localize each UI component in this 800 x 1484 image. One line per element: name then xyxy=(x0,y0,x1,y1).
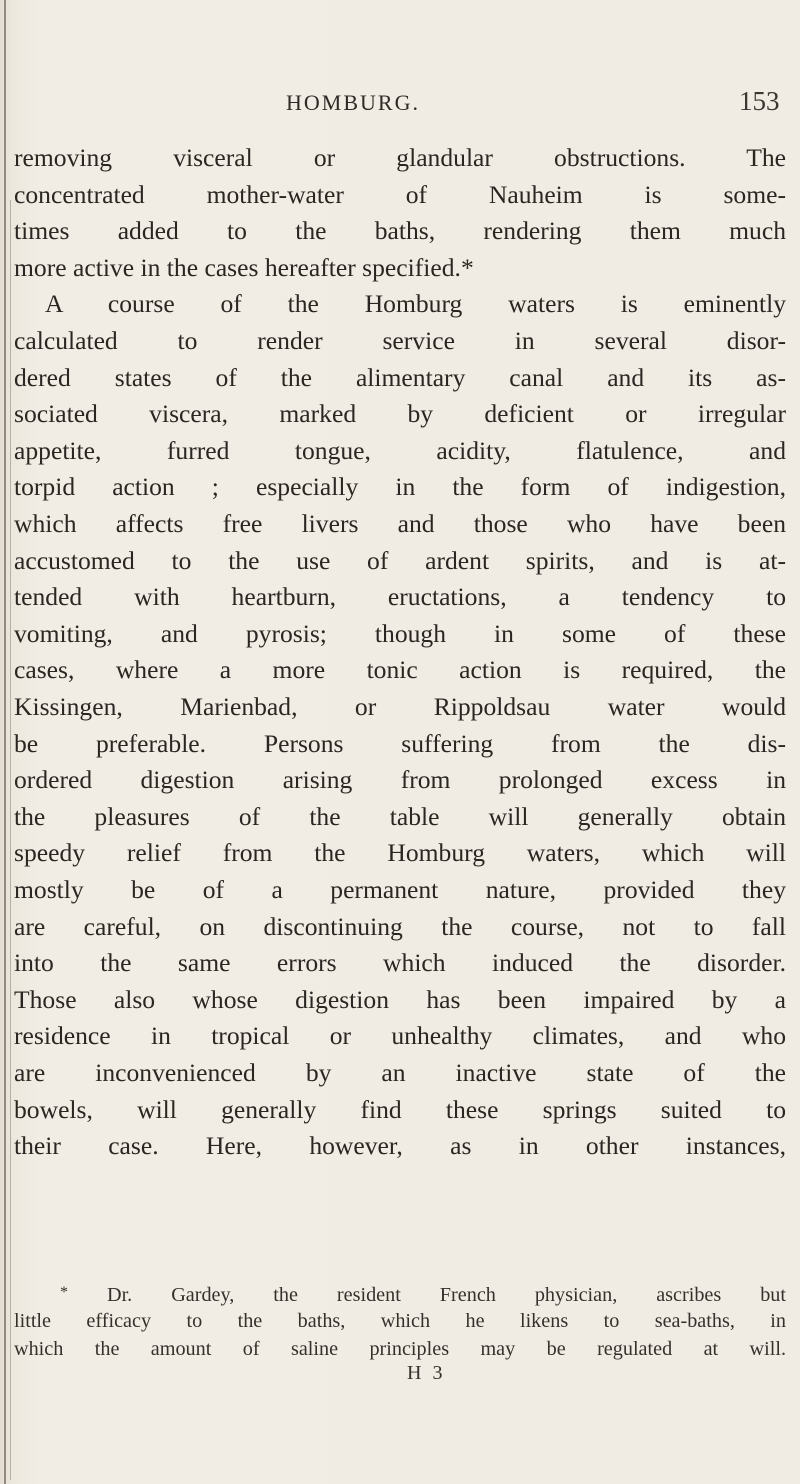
text-line: times added to the baths, rendering them much xyxy=(14,216,786,246)
page-number: 153 xyxy=(739,86,780,116)
text-line: their case. Here, however, as in other instances, xyxy=(14,1131,786,1161)
text-line: torpid action ; especially in the form of indigestion, xyxy=(14,472,786,502)
footnote-line: which the amount of saline principles may be regulated at will. xyxy=(14,1338,786,1360)
text-line: accustomed to the use of ardent spirits, and is at- xyxy=(14,545,786,575)
text-line: cases, where a more tonic action is required, the xyxy=(14,655,786,685)
footnote-marker: * xyxy=(60,1284,68,1301)
signature-mark: H 3 xyxy=(407,1362,446,1384)
text-line: tended with heartburn, eructations, a tendency to xyxy=(14,582,786,612)
text-line: concentrated mother-water of Nauheim is some- xyxy=(14,179,786,209)
text-line: dered states of the alimentary canal and its as- xyxy=(14,362,786,392)
page-header xyxy=(0,86,800,126)
text-line: be preferable. Persons suffering from the dis- xyxy=(14,728,786,758)
text-line: more active in the cases hereafter specified.* xyxy=(14,252,474,282)
text-line: residence in tropical or unhealthy climates, and who xyxy=(14,1021,786,1051)
text-line: mostly be of a permanent nature, provided they xyxy=(14,875,786,904)
text-line: calculated to render service in several disor- xyxy=(14,326,786,355)
footnote-text: Dr. Gardey, the resident French physician, ascribes but xyxy=(106,1284,787,1306)
text-line: bowels, will generally find these springs suited to xyxy=(14,1094,786,1124)
text-line: speedy relief from the Homburg waters, which will xyxy=(14,838,786,868)
text-line: are inconvenienced by an inactive state of the xyxy=(14,1058,786,1087)
text-line: sociated viscera, marked by deficient or irregular xyxy=(14,399,786,429)
text-line: appetite, furred tongue, acidity, flatulence, and xyxy=(14,435,786,465)
binding-shadow xyxy=(10,200,11,1480)
text-line: removing visceral or glandular obstructions. The xyxy=(14,143,786,172)
text-line: which affects free livers and those who have been xyxy=(14,509,786,538)
binding-edge xyxy=(4,0,6,1484)
text-line: A course of the Homburg waters is eminently xyxy=(45,289,786,319)
footnote-line: little efficacy to the baths, which he likens to sea-baths, in xyxy=(14,1310,786,1332)
footnote-line xyxy=(60,1278,786,1308)
text-line: the pleasures of the table will generally obtain xyxy=(14,801,786,831)
running-head: HOMBURG. xyxy=(286,90,420,115)
text-line: Kissingen, Marienbad, or Rippoldsau water would xyxy=(14,692,786,721)
text-line: into the same errors which induced the disorder. xyxy=(14,948,786,978)
text-line: are careful, on discontinuing the course, not to fall xyxy=(14,911,786,941)
text-line: ordered digestion arising from prolonged excess in xyxy=(14,765,786,795)
text-line: Those also whose digestion has been impaired by a xyxy=(14,984,786,1014)
text-line: vomiting, and pyrosis; though in some of these xyxy=(14,618,786,648)
